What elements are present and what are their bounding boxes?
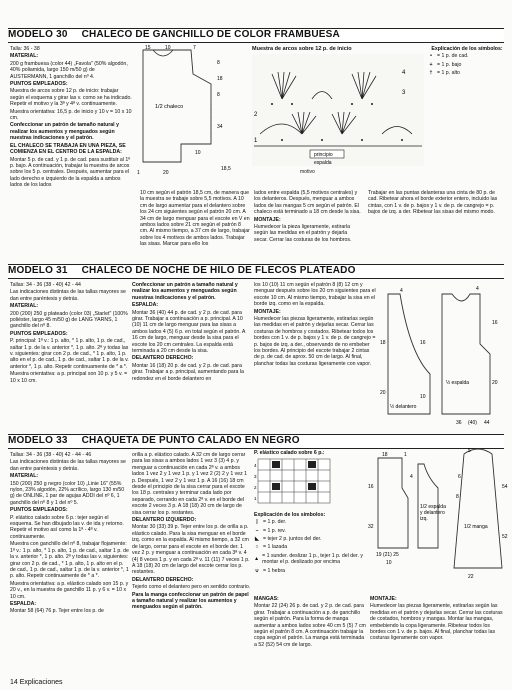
m31-sch-back: ½ espalda: [446, 380, 470, 386]
model33-left-front-head: DELANTERO IZQUIERDO:: [132, 517, 197, 524]
model33-col2: [132, 452, 252, 674]
model31-col3: [254, 282, 376, 432]
m30-sch-n8: 20: [163, 170, 169, 176]
m30-espalda: espalda: [314, 160, 332, 166]
m30-sch-n3: 8: [217, 60, 220, 66]
model31-title: CHALECO DE NOCHE DE HILO DE FLECOS PLATEADO: [81, 265, 356, 277]
m33-sch-n1: 1: [404, 452, 407, 458]
model33-title: CHAQUETA DE PUNTO CALADO EN NEGRO: [81, 435, 300, 447]
m30-legend-item: [428, 62, 506, 68]
model33-col1: [10, 452, 130, 674]
m33-legend-text: = 1 lazada: [263, 544, 288, 551]
m31-sch-n4: 18: [380, 340, 386, 346]
purl-symbol-icon: −: [255, 527, 259, 534]
model31-points-head: PUNTOS EMPLEADOS:: [10, 330, 68, 337]
m31-sch-front: ½ delantero: [390, 404, 417, 410]
strand-symbol-icon: ∪: [255, 567, 259, 574]
m31-sch-n7: 10: [420, 394, 426, 400]
model30-col3-text: lados entre espalda (5,5 motivos centrales) y los delanteros. Después, menguar a ambos lados de las mangas 5 cm según el patrón. El chaleco está terminado a 18 cm desde la sisa.: [254, 190, 361, 216]
model31-pattern-note: Confeccionar un patrón a tamaño natural y realizar los aumentos y menguados según nuestras indicaciones y el patrón.: [132, 282, 238, 301]
model33-rib: P. elástico calado sobre 6 p.: tejer según el esquema. Se han dibujado las v. de ida y retorno. Repetir el motivo así como la 1ª - 4ª v. continuamente.: [10, 514, 124, 540]
m31-sch-n5: 20: [380, 390, 386, 396]
footer-section: Explicaciones: [19, 678, 63, 686]
model33-left-front: Montar 30 (33) 39 p. Tejer entre los p. de orilla a p. elástico calado. Para la sisa menguar en el borde izq. como en la espalda. Al mismo tiempo, a 32 cm de largo, cerrar para el escote en el borde der. 1 vez 2 p. y menguar a continuación en cada 3ª v. 4 (4) 8 veces 1 p. y en cada 2ª v. 11 (11) 7 veces 1 p. A 18 (18) 20 cm de largo del escote cerrar los p. restantes.: [132, 524, 250, 576]
m30-row4: 4: [402, 70, 406, 76]
model31-montaje-text: Humedecer las piezas ligeramente, estirarlas según las medidas en el patrón y dejarlas secar. Cerrar las costuras de hombros y costados. Ribetear todos los bordes con 1 v. de p. bajos y 1 v. de p. de cangrejo = p. bajos de izq. a der., observando de no embeber los bordes. Al principio del escote trabajar 2 cintas de p. de cad. de aprox. 50 cm de largo. Al final, planchar todas las costuras ligeramente con vapor.: [254, 316, 376, 367]
model31-col1: [10, 282, 130, 432]
model30-schematic: [133, 44, 245, 189]
m31-sch-n1: 4: [400, 288, 403, 294]
m33-sch-n12: 10: [386, 560, 392, 566]
model33-back: Montar 58 (64) 76 p. Tejer entre los p. de: [10, 608, 104, 615]
model31-material-head: MATERIAL:: [10, 303, 39, 310]
model33-right-front: Tejerlo como el delantero pero en sentido contrario.: [132, 584, 251, 591]
model33-gauge: Muestra orientativa: a p. elástico calado son 15 p. y 20 v., en la muestra de ganchillo 11 p. y 6 v. = 10 x 10 cm.: [10, 580, 129, 600]
m31-sch-n3: 20: [492, 380, 498, 386]
m30-legend-text: = 1 p. alto: [437, 70, 460, 77]
m30-sch-n1: 10: [165, 45, 171, 51]
model30-number: MODELO 30: [8, 29, 68, 41]
model33-size: Tallas: 34 - 36 (38 - 40) 42 - 44 - 46: [10, 452, 92, 458]
m33-legend-text: = 1 hebra: [263, 567, 286, 574]
model30-material: 200 g frambuesa (color 44) „Favola" (50% algodón, 40% poliamida, largo 150 m/50 g) de AUSTERMANN, 1 ganchillo del nº 4.: [10, 60, 128, 80]
model31-back-head: ESPALDA:: [132, 302, 159, 309]
m33-legend-item: [254, 553, 364, 566]
m33-chart-r2: 2: [254, 485, 257, 491]
m33-sch-n4: 16: [368, 484, 374, 490]
m30-sch-n2: 7: [193, 45, 196, 51]
m33-sch-n5: 32: [368, 524, 374, 530]
chain-symbol-icon: •: [430, 53, 432, 60]
model30-diagram-title: Muestra de arcos sobre 12 p. de inicio: [252, 46, 352, 52]
m31-sch-n8: 36: [456, 420, 462, 426]
m30-legend-text: = 1 p. de cad.: [437, 53, 469, 60]
m30-row3: 3: [402, 90, 406, 96]
m33-chart-r4: 4: [254, 463, 257, 469]
model31-schematic: [380, 284, 506, 432]
m33-legend-item: [254, 528, 364, 534]
model31-material: 200 (200) 250 g plateado (color 03) „Starlet" (100% poliéster, largo 45 m/50 g) de LANG YARNS, 1 ganchillo del nº 8.: [10, 310, 128, 330]
m33-legend-item: [254, 544, 364, 550]
m33-legend-text: = 1 p. rev.: [263, 527, 286, 534]
m30-row2: 2: [254, 112, 258, 118]
model31-col3-text: los 10 (10) 11 cm según el patrón 8 (8) 12 cm y menguar después sobre los 20 cm siguientes para el escote 10 cm. Al mismo tiempo, trabajar la sisa en el borde izq. como en la espalda.: [254, 282, 376, 308]
model30-header: [8, 28, 504, 43]
page-number: 14: [10, 678, 18, 686]
m33-sch-back: 1/2 espalda: [420, 504, 446, 510]
model33-assembly-head: MONTAJE:: [370, 596, 397, 602]
model33-legend-title: Explicación de los símbolos:: [254, 511, 326, 518]
model31-col2: [132, 282, 252, 432]
model30-motivo-label: motivo: [300, 169, 315, 175]
model33-assembly: [370, 596, 506, 678]
model30-pattern-note: Confeccionar un patrón de tamaño natural y realizar los aumentos y menguados según nuestras indicaciones y el patrón.: [10, 122, 119, 142]
model31-number: MODELO 31: [8, 265, 68, 277]
m30-legend-item: [428, 53, 506, 59]
m33-sch-n7: 52: [502, 534, 508, 540]
model33-back-head: ESPALDA:: [10, 600, 37, 607]
model33-col3: [254, 450, 364, 574]
m33-sch-n6: 54: [502, 484, 508, 490]
model30-points-head: PUNTOS EMPLEADOS:: [10, 81, 68, 88]
model30-material-head: MATERIAL:: [10, 53, 39, 60]
m33-sch-n0: 18: [382, 452, 388, 458]
model30-stitch-diagram: [252, 54, 424, 166]
model33-number: MODELO 33: [8, 435, 68, 447]
m30-sch-n10: 10: [195, 150, 201, 156]
m30-row1: 1: [254, 138, 258, 144]
m33-legend-text: = 1 p. der.: [263, 519, 287, 526]
model33-crochet: Muestra con ganchillo del nº 8, trabajar flojamente: 1ª v.: 1 p. alto, * 1 p. alto, 1 p. de cad., saltar 1 p. de la v. anterior *, 1 p. alto. 2ª y todas las v. siguientes: girar con 2 p. de cad., * 1 p. alto, 1 p. alto en el p. de cad., 1 p. de cad., saltar 1 p. de la v. anterior *, 1 p. alto. Repetir continuamente de * a *.: [10, 541, 129, 580]
m30-principio: principio: [314, 152, 333, 158]
m30-sch-n5: 8: [217, 92, 220, 98]
model31-size: Tallas: 34 - 36 (38 - 40) 42 - 44: [10, 282, 81, 288]
m33-sch-left: izq.: [420, 516, 428, 522]
model30-start: Montar 5 p. de cad. y 1 p. de cad. para sustituir al 1º p. bajo. A continuación, trabajar la muestra de arcos sobre los 5 p. centrales. Después, aumentar para el lado derecho e izquierdo de la espalda a ambos lados de los lados: [10, 156, 131, 189]
model33-note: Las indicaciones distintas de las tallas mayores se dan entre paréntesis y detrás.: [10, 459, 126, 472]
model33-points-head: PUNTOS EMPLEADOS:: [10, 507, 68, 514]
model33-sleeves: [254, 596, 366, 678]
model33-material-head: MATERIAL:: [10, 473, 39, 480]
m33-sch-sleeve: 1/2 manga: [464, 524, 488, 530]
model30-montaje-head: MONTAJE:: [254, 216, 281, 223]
model31-montaje-head: MONTAJE:: [254, 308, 281, 315]
model31-header: [8, 264, 504, 279]
model31-back: Montar 36 (40) 44 p. de cad. y 2 p. de cad. para girar. Trabajar a continuación a p. principal. A 10 (10) 11 cm de largo menguar para las sisas a ambos lados 4 (5) 6 p. en total según el patrón. A 16 cm de largo, menguar desde la sisa para el escote los 20 cm centrales. La espalda está terminada a 20 cm desde la sisa.: [132, 309, 246, 355]
single-crochet-symbol-icon: +: [429, 61, 433, 68]
m30-sch-n4: 18: [217, 76, 223, 82]
model30-col3: [254, 190, 362, 260]
model30-title: CHALECO DE GANCHILLO DE COLOR FRAMBUESA: [81, 29, 340, 41]
model33-material: 150 (200) 250 g negro (color 10) „Linie 16" (55% nylon, 23% algodón, 22% acrílico, largo 130 m/50 g) de ONLINE, 1 par de agujas ADDI del nº 6, 1 ganchillo del nº 8 y 1 del nº 5.: [10, 480, 125, 506]
model31-note: Las indicaciones distintas de las tallas mayores se dan entre paréntesis y detrás.: [10, 289, 126, 302]
slip-decrease-symbol-icon: ▲: [254, 556, 260, 563]
m31-sch-n6: 16: [420, 340, 426, 346]
model33-assembly-text: Humedecer las piezas ligeramente, estirarlas según las medidas en el patrón y dejarlas secar. Cerrar las costuras de costados, hombros y mangas. Montar las mangas, embebiendo la copa ligeramente. Ribetear todos los bordes con 1 v. de p. bajos. Al final, planchar todas las costuras ligeramente con vapor.: [370, 603, 503, 642]
double-crochet-symbol-icon: †: [429, 70, 433, 77]
model30-col4: [368, 190, 504, 260]
m33-sch-n2: 4: [410, 474, 413, 480]
page-footer: [10, 680, 63, 686]
m31-sch-n0: 4: [476, 286, 479, 292]
model30-col4-text: Trabajar en las puntas delanteras una cinta de 80 p. de cad. Ribetear ahora el borde exterior entero, incluido las cintas, con 1 v. de p. bajos y 1 v. de p. de cangrejo = p. bajos de izq. a der. Ribetear las sisas del mismo modo.: [368, 190, 498, 216]
m30-legend-text: = 1 p. bajo: [437, 61, 462, 68]
model33-sleeves-head: MANGAS:: [254, 596, 279, 602]
model33-schematic: [368, 448, 508, 588]
model33-sleeve-pattern: Para la manga confeccionar un patrón de papel a tamaño natural y realizar los aumentos y menguados según el patrón.: [132, 591, 249, 611]
model30-col2: [140, 190, 250, 260]
model33-col2-a: orilla a p. elástico calado. A 32 cm de largo cerrar para las sisas a ambos lados 1 vez 3 (3) 4 p. y menguar a continuación en cada 2ª v. a ambos lados 1 vez 2 y 1 vez 1 p. y 1 vez 2 (2) 2 y 1 vez 1 p. Después, 1 vez 2 y 1 vez 1 p. A 16 (16) 18 cm desde el principio de la sisa cerrar para el escote los 18 p. centrales y terminar cada lado por separado, cerrando en cada 2ª v. en el borde del escote 2 veces 3 p. A 18 (18) 20 cm de largo de sisa cerrar los p. restantes.: [132, 452, 248, 516]
model30-legend: [428, 46, 506, 136]
model31-gauge: Muestra orientativa: a p. principal son 10 p. y 5 v. = 10 x 10 cm.: [10, 371, 128, 384]
k2tog-symbol-icon: ◣: [255, 536, 259, 543]
m33-chart-r1: 1: [254, 496, 257, 502]
m30-sch-n9: 1: [137, 170, 140, 176]
m31-sch-n10: 44: [484, 420, 490, 426]
model30-one-piece: EL CHALECO SE TRABAJA EN UNA PIEZA, SE COMIENZA EN EL CENTRO DE LA ESPALDA:: [10, 142, 126, 156]
model31-front-head: DELANTERO DERECHO:: [132, 355, 194, 362]
m30-legend-item: [428, 70, 506, 76]
knit-symbol-icon: |: [256, 519, 258, 526]
model33-stitch-chart: [254, 457, 334, 509]
m33-legend-text: = 1 sunder. deslizar 1 p., tejer 1 p. del der. y montar el p. deslizado por encima: [262, 552, 363, 566]
m30-sch-n6: 34: [217, 124, 223, 130]
model30-arcs: Muestra de arcos sobre 12 p. de inicio: trabajar según el esquema y girar las v. como se ha indicado. Repetir el motivo y la 3ª y 4ª v. continuamente.: [10, 88, 132, 108]
m31-sch-n2: 16: [492, 320, 498, 326]
model31-main-pattern: P. principal: 1ª v.: 1 p. alto, * 1 p. alto, 1 p. de cad., saltar 1 p. de la v. anterior *, 1 p. alto. 2ª y todas las v. siguientes: girar con 2 p. de cad., * 1 p. alto, 1 p. alto en el p. de cad., 1 p. de cad., saltar 1 p. de la v. anterior *, 1 p. alto. Repetir continuamente de * a *.: [10, 338, 129, 370]
model33-chart-title: P. elástico calado sobre 6 p.:: [254, 450, 325, 456]
yarn-over-symbol-icon: ○: [255, 544, 259, 551]
m33-legend-text: = tejer 2 p. juntos del der.: [263, 536, 322, 543]
m33-sch-n3: 5: [468, 448, 471, 454]
m30-sch-n0: 15: [145, 45, 151, 51]
m33-sch-n9: 8: [456, 494, 459, 500]
model30-legend-title: Explicación de los símbolos:: [431, 46, 503, 52]
m33-legend-item: [254, 519, 364, 525]
m30-sch-label: 1/2 chaleco: [155, 104, 184, 110]
m33-sch-front: y delantero: [420, 510, 445, 516]
m33-sch-n11: 19 (21) 25: [376, 552, 399, 558]
model30-montaje-text: Humedecer la pieza ligeramente, estirarla según las medidas en el patrón y dejarla secar. Cerrar las costuras de los hombros.: [254, 224, 352, 243]
m33-chart-r3: 3: [254, 474, 257, 480]
m33-legend-item: [254, 568, 364, 574]
m33-sch-n10: 22: [468, 574, 474, 580]
m30-sch-n7: 18,5: [221, 166, 231, 172]
model33-right-front-head: DELANTERO DERECHO:: [132, 576, 194, 583]
model33-sleeves-text: Montar 22 (24) 26 p. de cad. y 2 p. de cad. para girar. Trabajar a continuación a p. de ganchillo según el patrón. Para la forma de manga aumentar a ambos lados sobre 40 cm 5 (5) 7 cm según el patrón 8 cm. A continuación trabajar la copa según el patrón. La manga está terminada a 52 (52) 54 cm de largo.: [254, 603, 366, 648]
m31-sch-n9: (40): [468, 420, 477, 426]
model30-gauge: Muestra orientativa: 16,5 p. de inicio y 10 v = 10 x 10 cm.: [10, 108, 132, 122]
model30-size: Talla: 36 - 38: [10, 46, 40, 52]
m33-legend-item: [254, 536, 364, 542]
model31-front: Montar 16 (18) 20 p. de cad. y 2 p. de cad. para girar. Trabajar a p. principal, aumentando para la redondez en el borde delantero en: [132, 362, 244, 382]
model30-col1: [10, 46, 132, 261]
m33-sch-n8: 6: [458, 474, 461, 480]
model30-col2-text: 10 cm según el patrón 18,5 cm, de manera que la muestra se trabaje sobre 5,5 motivos. A 10 cm de largo aumentar para el delantero sobre los 24 cm siguientes según el patrón 20 cm. A 34 cm de largo menguar para el escote en V en ambos lados sobre 21 cm según el patrón 8 cm. Al mismo tiempo, a 37 cm de largo, trabajar sobre los 4 motivos de ambos lados. Trabajar las sisas. Marcar para ello los: [140, 190, 250, 248]
model33-header: [8, 434, 504, 449]
